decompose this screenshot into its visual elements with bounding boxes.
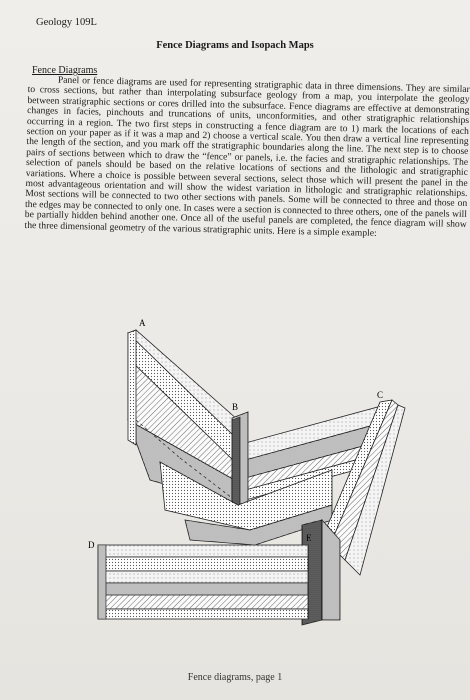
fence-diagram — [0, 300, 470, 645]
label-e: E — [306, 533, 312, 543]
body-text — [24, 75, 469, 241]
label-a: A — [139, 318, 146, 328]
label-b: B — [232, 402, 239, 412]
page-footer: Fence diagrams, page 1 — [187, 672, 283, 683]
course-header: Geology 109L — [36, 17, 97, 28]
page-title: Fence Diagrams and Isopach Maps — [156, 40, 314, 51]
label-c: C — [377, 390, 384, 400]
body-paragraph: Panel or fence diagrams are used for representing stratigraphic data in three dimensions. They are similar to cross sections, but rather than interpolating subsurface geology from a map, you interpolate the geology between stratigraphic sections or cores drilled into the subsurface. Fence diagrams are effective at demonstrating changes in facies, pinchouts and truncations of units, unconformities, and other stratigraphic relationships occurring in a region. The two first steps in constructing a fence diagram are to 1) mark the locations of each section on your paper as if it was a map and 2) choose a vertical scale. You then draw a vertical line representing the length of the section, and you mark off the stratigraphic boundaries along the line. The next step is to choose pairs of sections between which to draw the “fence” or panels, i.e. the facies and stratigraphic relationships. The selection of panels should be based on the relative locations of sections and the lithologic and stratigraphic variations. Where a choice is possible between several sections, select those which will present the panel in the most advantageous orientation and will show the widest variation in lithologic and stratigraphic relationships. Most sections will be connected to two other sections with panels. Some will be connected to three and those on the edges may be connected to only one. In cases were a section is connected to three others, one of the panels will be partially hidden behind another one. Once all of the useful panels are completed, the fence diagram will show the three dimensional geometry of the various stratigraphic units. Here is a simple example: — [24, 74, 470, 239]
panel-d-e — [98, 545, 308, 619]
label-d: D — [88, 540, 95, 550]
section-heading: Fence Diagrams — [32, 65, 98, 76]
